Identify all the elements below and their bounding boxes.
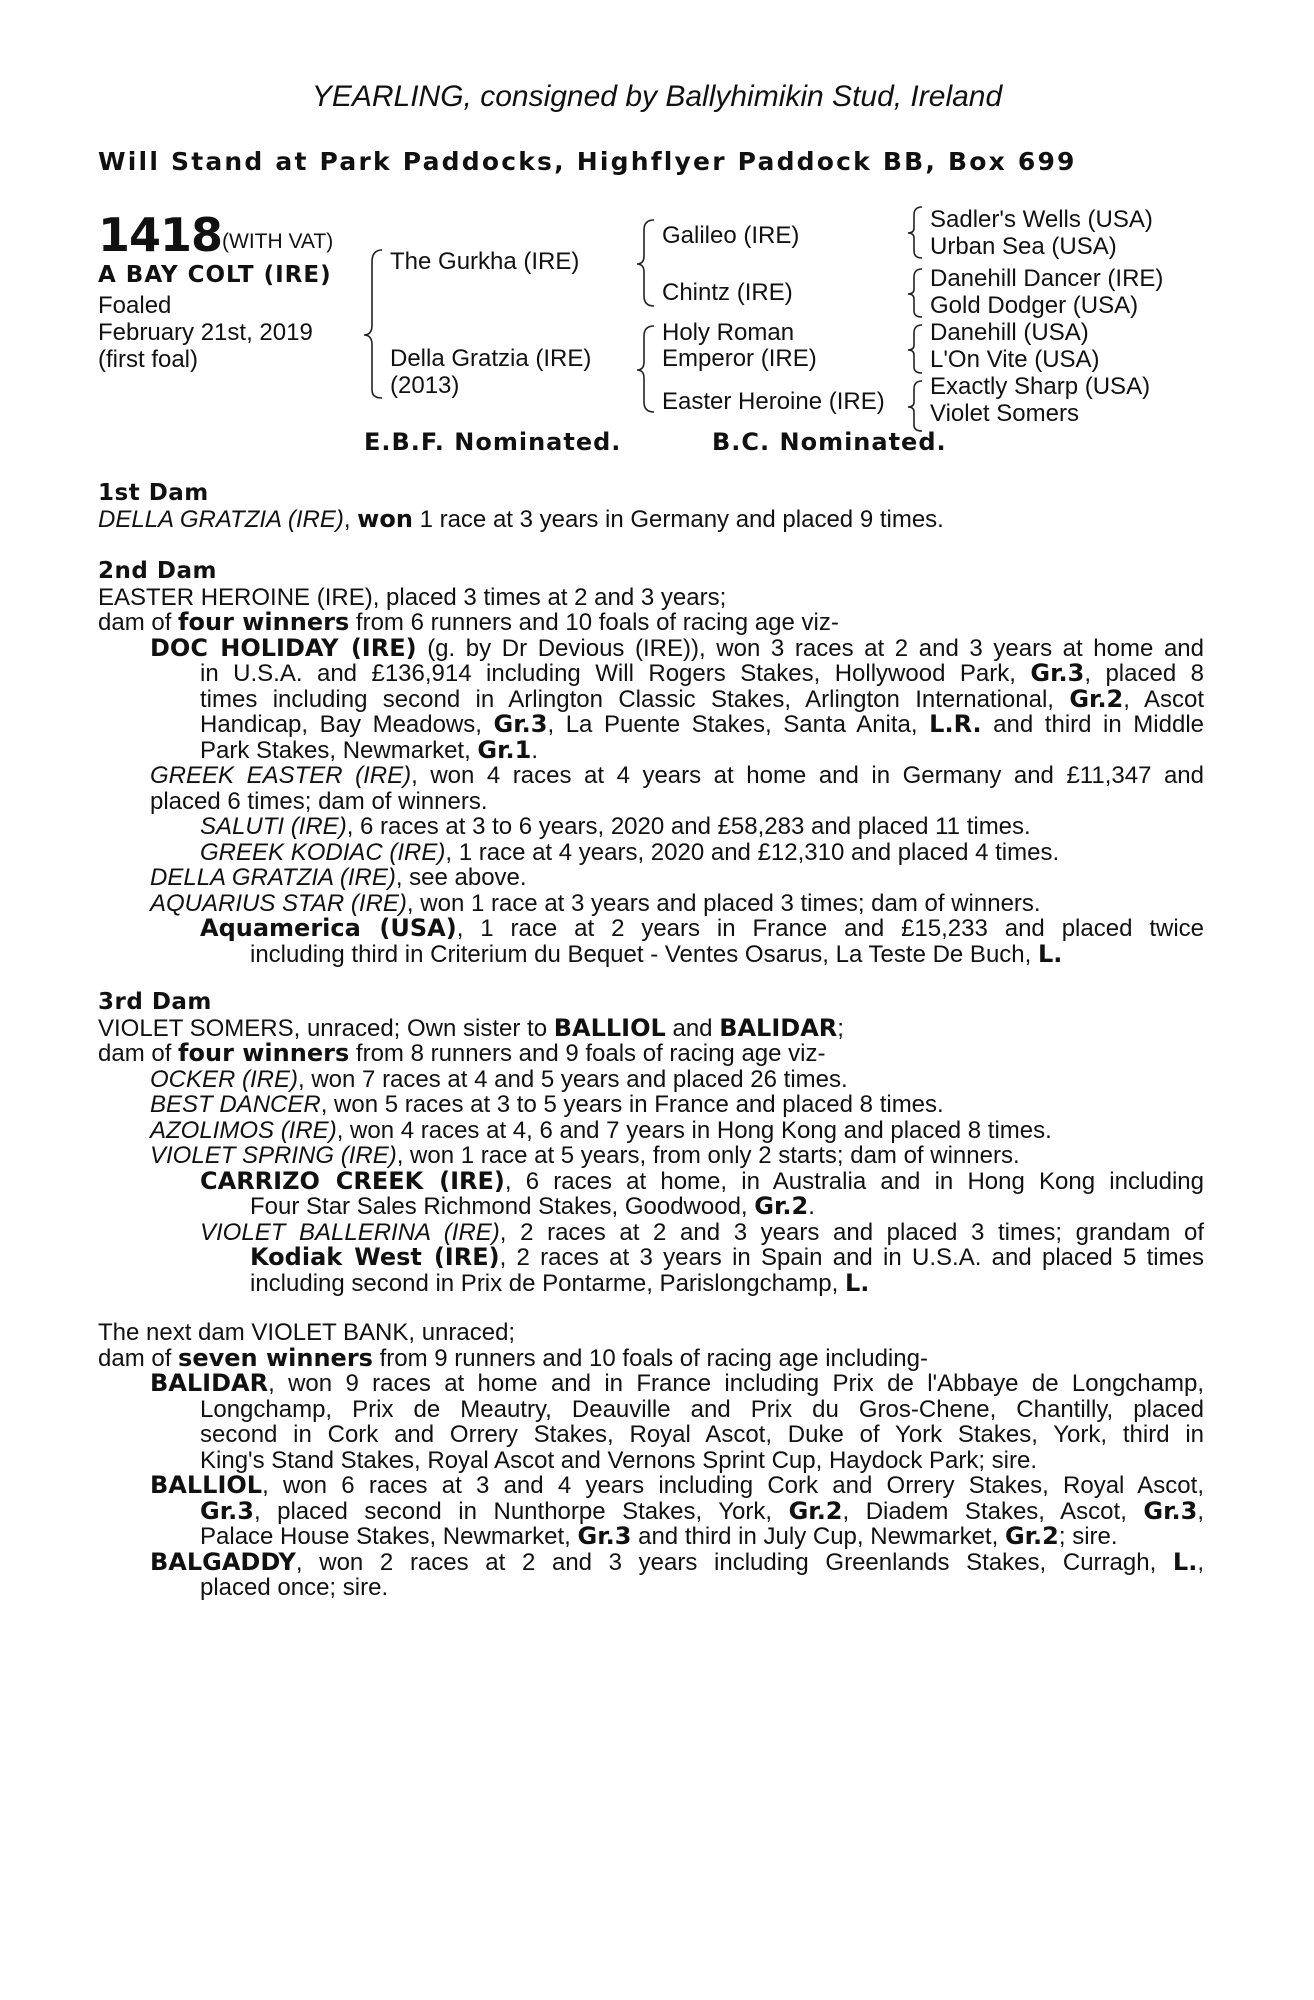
horse-name: GREEK EASTER (IRE): [150, 762, 412, 789]
section-title: 2nd Dam: [98, 558, 217, 584]
produce-greek-easter: GREEK EASTER (IRE), won 4 races at 4 years at home and in Germany and £11,347 and: [150, 762, 1204, 789]
horse-name: AQUARIUS STAR (IRE): [150, 889, 407, 917]
grand-dam-3: L'On Vite (USA): [930, 346, 1100, 373]
bracket-main: [364, 250, 382, 398]
horse-name: BALIDAR: [150, 1369, 269, 1397]
next-dam-section: The next dam VIOLET BANK, unraced; dam of seven winners from 9 runners and 10 foals of racing age including- BALIDAR, won 9 races at home and in France including Prix de l'Abbaye de Longchamp, Longchamp, Prix de Meautry, Deauville and Prix du Gros-Chene, Chantilly, placed second in Cork and Orrery Stakes, Royal Ascot, Duke of York Stakes, York, third in King's Stand Stakes, Royal Ascot and Vernons Sprint Cup, Haydock Park; sire. BALLIOL, won 6 races at 3 and 4 years including Cork and Orrery Stakes, Royal Ascot, Gr.3, placed second in Nunthorpe Stakes, York, Gr.2, Diadem Stakes, Ascot, Gr.3, Palace House Stakes, Newmarket, Gr.3 and third in July Cup, Newmarket, Gr.2; sire. BALGADDY, won 2 races at 2 and 3 years including Greenlands Stakes, Curragh, L., placed once; sire.: [98, 1319, 1204, 1601]
vat-label: (WITH VAT): [222, 230, 334, 253]
second-dam-intro: EASTER HEROINE (IRE), placed 3 times at 2 and 3 years;: [98, 583, 727, 611]
grand-dam-2: Gold Dodger (USA): [930, 292, 1139, 319]
horse-name: DELLA GRATZIA (IRE): [98, 505, 344, 533]
produce-aquarius-star: AQUARIUS STAR (IRE), won 1 race at 3 years and placed 3 times; dam of winners.: [150, 889, 1041, 917]
sire-dam: Chintz (IRE): [662, 279, 793, 306]
third-dam-intro: VIOLET SOMERS, unraced; Own sister to BALLIOL and BALIDAR;: [98, 1013, 844, 1042]
grand-sire-2: Danehill Dancer (IRE): [930, 265, 1164, 292]
page-heading: YEARLING, consigned by Ballyhimikin Stud, Ireland: [311, 80, 1003, 113]
bracket-sire: [637, 220, 654, 306]
horse-name: Aquamerica (USA): [200, 914, 457, 942]
grand-sire-1: Sadler's Wells (USA): [930, 206, 1153, 233]
produce-balidar: BALIDAR, won 9 races at home and in France including Prix de l'Abbaye de Longchamp,: [150, 1369, 1204, 1397]
grand-sire-4: Exactly Sharp (USA): [930, 373, 1151, 400]
horse-name: OCKER (IRE): [150, 1065, 299, 1093]
foaled-date: February 21st, 2019: [98, 319, 313, 346]
grand-dam-1: Urban Sea (USA): [930, 233, 1117, 260]
produce-aquamerica: Aquamerica (USA), 1 race at 2 years in France and £15,233 and placed twice: [200, 914, 1205, 942]
lot-description: A BAY COLT (IRE): [98, 262, 332, 288]
horse-name: DOC HOLIDAY (IRE): [150, 633, 417, 662]
bracket-dam: [637, 326, 654, 412]
second-dam-section: 2nd Dam EASTER HEROINE (IRE), placed 3 times at 2 and 3 years; dam of four winners from 6 runners and 10 foals of racing age viz- DOC HOLIDAY (IRE) (g. by Dr Devious (IRE)), won 3 races at 2 and 3 years at home and in U.S.A. and £136,914 including Will Rogers Stakes, Hollywood Park, Gr.3, placed 8 times including second in Arlington Classic Stakes, Arlington International, Gr.2, Ascot Handicap, Bay Meadows, Gr.3, La Puente Stakes, Santa Anita, L.R. and third in Middle Park Stakes, Newmarket, Gr.1. GREEK EASTER (IRE), won 4 races at 4 years at home and in Germany and £11,347 and placed 6 times; dam of winners. SALUTI (IRE), 6 races at 3 to 6 years, 2020 and £58,283 and placed 11 times. GREEK KODIAC (IRE), 1 race at 4 years, 2020 and £12,310 and placed 4 times. DELLA GRATZIA (IRE), see above. AQUARIUS STAR (IRE), won 1 race at 3 years and placed 3 times; dam of winners. Aquamerica (USA), 1 race at 2 years in France and £15,233 and placed twice including third in Criterium du Bequet - Ventes Osarus, La Teste De Buch, L.: [98, 558, 1205, 968]
produce-carrizo-creek: CARRIZO CREEK (IRE), 6 races at home, in Australia and in Hong Kong including: [200, 1166, 1204, 1195]
second-dam-produce: dam of four winners from 6 runners and 10 foals of racing age viz-: [98, 608, 839, 636]
next-dam-produce: dam of seven winners from 9 runners and 10 foals of racing age including-: [98, 1343, 928, 1372]
produce-della-gratzia: DELLA GRATZIA (IRE), see above.: [150, 864, 527, 891]
dam-dam: Easter Heroine (IRE): [662, 388, 885, 415]
produce-balliol: BALLIOL, won 6 races at 3 and 4 years including Cork and Orrery Stakes, Royal Ascot,: [150, 1471, 1204, 1499]
dam: Della Gratzia (IRE): [390, 345, 592, 372]
horse-name: AZOLIMOS (IRE): [150, 1116, 337, 1144]
lot-number: 1418: [98, 208, 223, 262]
first-foal-note: (first foal): [98, 346, 199, 373]
produce-doc-holiday: DOC HOLIDAY (IRE) (g. by Dr Devious (IRE)), won 3 races at 2 and 3 years at home and: [150, 633, 1204, 662]
horse-name: BALLIOL: [150, 1471, 263, 1499]
horse-name: BEST DANCER: [150, 1091, 321, 1118]
bracket-g2: [908, 269, 922, 317]
third-dam-section: 3rd Dam VIOLET SOMERS, unraced; Own sister to BALLIOL and BALIDAR; dam of four winners from 8 runners and 9 foals of racing age viz- OCKER (IRE), won 7 races at 4 and 5 years and placed 26 times. BEST DANCER, won 5 races at 3 to 5 years in France and placed 8 times. AZOLIMOS (IRE), won 4 races at 4, 6 and 7 years in Hong Kong and placed 8 times. VIOLET SPRING (IRE), won 1 race at 5 years, from only 2 starts; dam of winners. CARRIZO CREEK (IRE), 6 races at home, in Australia and in Hong Kong including Four Star Sales Richmond Stakes, Goodwood, Gr.2. VIOLET BALLERINA (IRE), 2 races at 2 and 3 years and placed 3 times; grandam of Kodiak West (IRE), 2 races at 3 years in Spain and in U.S.A. and placed 5 times including second in Prix de Pontarme, Parislongchamp, L.: [98, 989, 1205, 1297]
produce-violet-ballerina: VIOLET BALLERINA (IRE), 2 races at 2 and 3 years and placed 3 times; grandam of: [200, 1218, 1205, 1246]
bc-nominated: B.C. Nominated.: [712, 428, 947, 456]
horse-name: VIOLET BALLERINA (IRE): [200, 1218, 500, 1246]
sire-sire: Galileo (IRE): [662, 222, 800, 249]
produce-ocker: OCKER (IRE), won 7 races at 4 and 5 years and placed 26 times.: [150, 1065, 848, 1093]
horse-name: SALUTI (IRE): [200, 813, 347, 840]
dam-year: (2013): [390, 372, 460, 399]
sire: The Gurkha (IRE): [390, 248, 580, 275]
horse-name: VIOLET SPRING (IRE): [150, 1142, 397, 1169]
produce-balgaddy: BALGADDY, won 2 races at 2 and 3 years including Greenlands Stakes, Curragh, L.,: [150, 1547, 1204, 1576]
horse-name: DELLA GRATZIA (IRE): [150, 864, 396, 891]
produce-saluti: SALUTI (IRE), 6 races at 3 to 6 years, 2020 and £58,283 and placed 11 times.: [200, 813, 1031, 840]
section-title: 1st Dam: [98, 480, 209, 506]
grand-sire-3: Danehill (USA): [930, 319, 1089, 346]
bracket-g4: [908, 381, 922, 431]
horse-name: Kodiak West (IRE): [250, 1243, 500, 1271]
grand-dam-4: Violet Somers: [930, 400, 1079, 427]
produce-best-dancer: BEST DANCER, won 5 races at 3 to 5 years in France and placed 8 times.: [150, 1091, 944, 1118]
produce-violet-spring: VIOLET SPRING (IRE), won 1 race at 5 years, from only 2 starts; dam of winners.: [150, 1142, 1020, 1169]
first-dam-record: DELLA GRATZIA (IRE), won 1 race at 3 years in Germany and placed 9 times.: [98, 504, 944, 533]
bracket-g1: [908, 207, 922, 258]
next-dam-intro: The next dam VIOLET BANK, unraced;: [98, 1319, 516, 1346]
ebf-nominated: E.B.F. Nominated.: [364, 428, 622, 456]
horse-name: BALGADDY: [150, 1547, 296, 1576]
horse-name: GREEK KODIAC (IRE): [200, 838, 446, 866]
produce-greek-kodiac: GREEK KODIAC (IRE), 1 race at 4 years, 2020 and £12,310 and placed 4 times.: [200, 838, 1060, 866]
section-title: 3rd Dam: [98, 989, 212, 1015]
first-dam-section: [98, 481, 1204, 532]
produce-azolimos: AZOLIMOS (IRE), won 4 races at 4, 6 and 7 years in Hong Kong and placed 8 times.: [150, 1116, 1052, 1144]
bracket-g3: [908, 325, 922, 373]
dam-sire-line1: Holy Roman: [662, 319, 795, 346]
produce-kodiak-west: Kodiak West (IRE), 2 races at 3 years in Spain and in U.S.A. and placed 5 times: [250, 1243, 1204, 1271]
horse-name: CARRIZO CREEK (IRE): [200, 1166, 505, 1195]
stand-location: Will Stand at Park Paddocks, Highflyer Paddock BB, Box 699: [98, 147, 1077, 176]
foaled-label: Foaled: [98, 292, 172, 319]
third-dam-produce: dam of four winners from 8 runners and 9 foals of racing age viz-: [98, 1039, 826, 1067]
won-label: won: [357, 504, 413, 533]
dam-sire-line2: Emperor (IRE): [662, 345, 817, 372]
